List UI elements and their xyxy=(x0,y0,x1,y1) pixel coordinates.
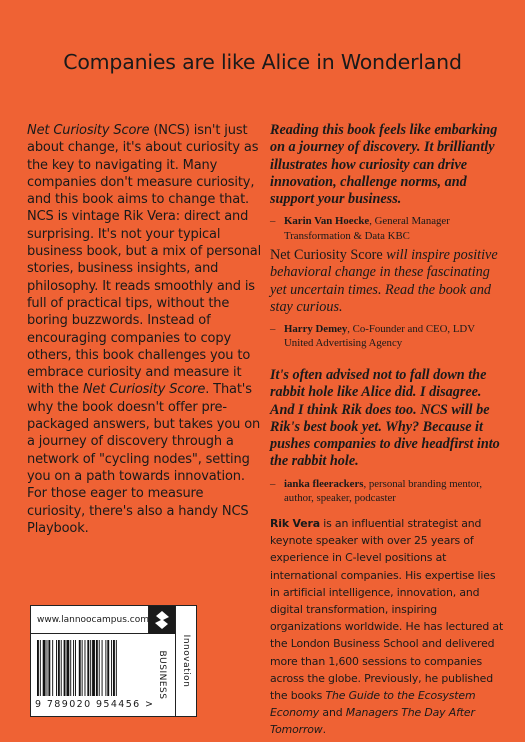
category-text: BUSINESS xyxy=(157,650,167,700)
publisher-url: www.lannoocampus.com xyxy=(31,606,149,634)
book-title-italic: Managers The Day After Tomorrow xyxy=(270,706,475,737)
endorsement-attribution xyxy=(270,214,502,242)
endorsement-quote: It's often advised not to fall down the rabbit hole like Alice did. I disagree. And I think Rik does too. NCS will be Rik's best book yet. Why? Because it pushes companies to dive headfirst into the rabbit hole. xyxy=(270,367,500,470)
endorser-name: ianka fleerackers xyxy=(284,477,364,490)
endorsement xyxy=(270,247,502,351)
category-label xyxy=(149,634,176,716)
isbn-number: 9 789020 954456 > xyxy=(35,699,155,710)
endorser-role: , Co-Founder and CEO, LDV United Advertising Agency xyxy=(284,323,475,350)
endorser-role: , personal branding mentor, author, speaker, podcaster xyxy=(284,477,483,504)
barcode-bars xyxy=(37,640,143,696)
endorsement-attribution xyxy=(270,322,502,350)
endorser-name: Harry Demey xyxy=(284,323,348,336)
attribution-dash: – xyxy=(270,215,276,228)
page-title: Companies are like Alice in Wonderland xyxy=(63,50,462,74)
blurb-text: . That's why the book doesn't offer pre-packaged answers, but takes you on a journey of discovery through a network of "cycling nodes", setting you on a path towards innovation. For those eager to measure curiosity, there's also a handy NCS Playbook. xyxy=(27,382,261,536)
endorser-role: , General Manager Transformation & Data KBC xyxy=(284,215,450,242)
endorsement-text: will inspire positive behavioral change in these fascinating yet uncertain times. Read the book and stay curious. xyxy=(270,247,498,315)
subcategory-label xyxy=(175,606,196,716)
bio-text: and xyxy=(319,706,346,720)
author-name: Rik Vera xyxy=(270,517,320,530)
publisher-logo-icon xyxy=(155,611,169,629)
endorsement-attribution xyxy=(270,477,502,505)
barcode-label xyxy=(30,605,197,717)
book-title-italic: Net Curiosity Score xyxy=(82,382,206,398)
attribution-dash: – xyxy=(270,477,276,490)
book-title-italic: The Guide to the Ecosystem Economy xyxy=(270,689,476,720)
endorsement-quote xyxy=(270,247,502,316)
endorsement xyxy=(270,367,502,505)
endorser-name: Karin Van Hoecke xyxy=(284,215,370,228)
blurb-text: (NCS) isn't just about change, it's about curiosity as the key to navigating it. Many companies don't measure curiosity, and this book aims to change that. NCS is vintage Rik Vera: direct and surprising. It's not your typical business book, but a mix of personal stories, business insights, and philosophy. It reads smoothly and is full of practical tips, without the boring buzzwords. Instead of encouraging companies to copy others, this book challenges you to embrace curiosity and measure it with the xyxy=(27,123,262,398)
publisher-logo xyxy=(149,606,176,634)
author-bio xyxy=(270,515,505,739)
blurb-paragraph xyxy=(27,122,262,537)
attribution-dash: – xyxy=(270,323,276,336)
bio-text: . xyxy=(322,723,326,737)
endorsement-quote: Reading this book feels like embarking on a journey of discovery. It brilliantly illustrates how curiosity can drive innovation, challenge norms, and support your business. xyxy=(270,122,498,208)
bio-text: is an influential strategist and keynote speaker with over 25 years of experience in C-level positions at international companies. His expertise lies in artificial intelligence, innovation, and digital transformation, inspiring organizations worldwide. He has lectured at the London Business School and delivered more than 1,600 sessions to companies across the globe. Previously, he published the books xyxy=(270,517,504,703)
endorsement xyxy=(270,122,502,243)
subcategory-text: Innovation xyxy=(180,634,191,688)
book-title-italic: Net Curiosity Score xyxy=(27,123,150,138)
book-title: Net Curiosity Score xyxy=(270,247,383,263)
